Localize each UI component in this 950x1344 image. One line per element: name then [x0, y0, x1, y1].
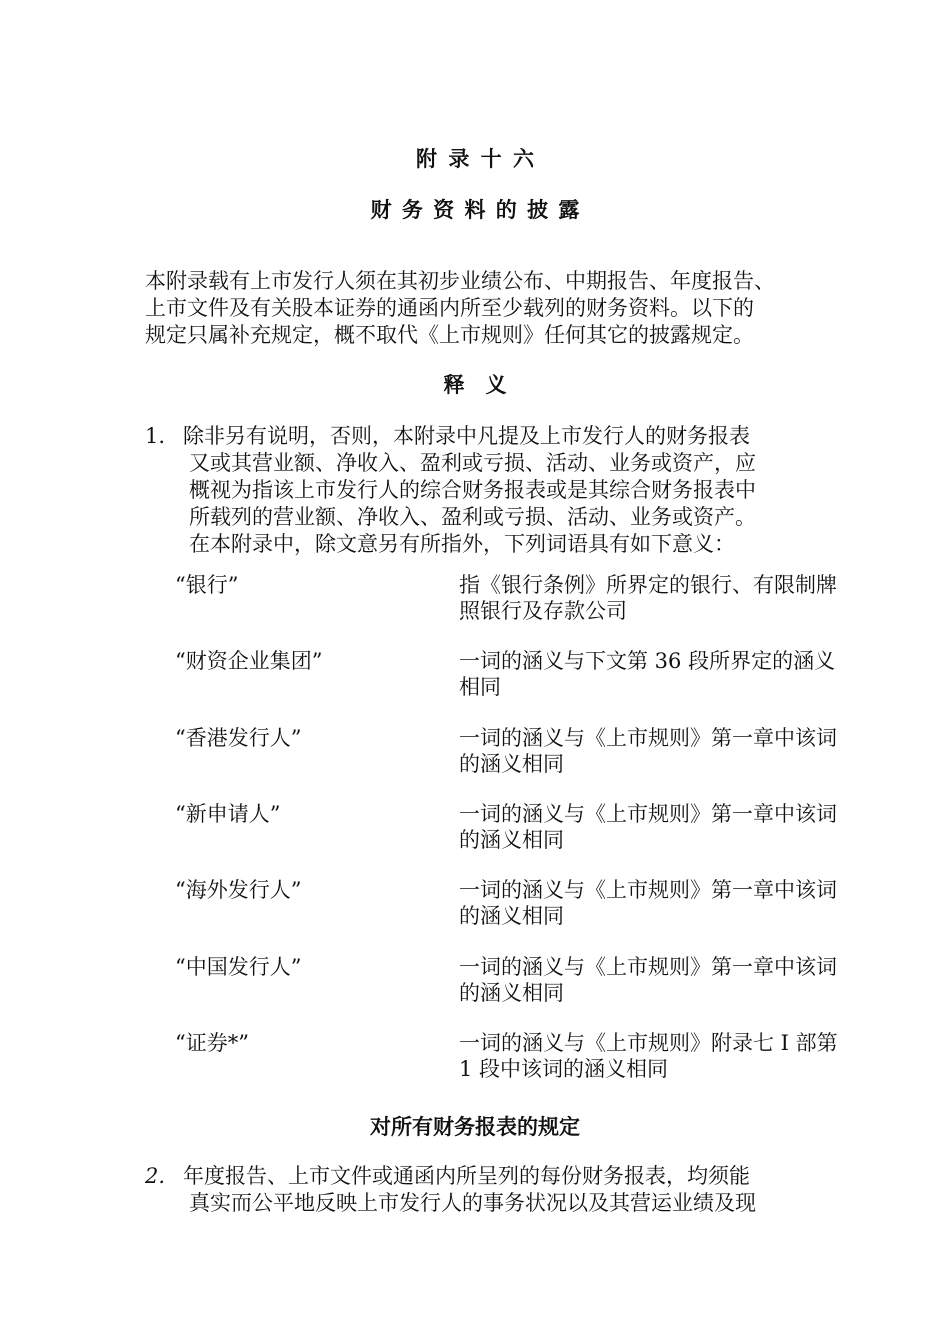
definition-text-hk-issuer — [459, 725, 879, 777]
paragraph-line: 年度报告、上市文件或通函内所呈列的每份财务报表，均须能 — [183, 1164, 750, 1188]
definition-term-overseas-issuer: “海外发行人” — [175, 878, 302, 902]
paragraph-number: 2. — [145, 1164, 166, 1188]
definition-line: 指《银行条例》所界定的银行、有限制牌 — [459, 573, 837, 597]
paragraph-number: 1. — [145, 424, 166, 448]
definitions-heading: 释 义 — [443, 372, 507, 397]
definition-line: 一词的涵义与《上市规则》第一章中该词 — [459, 878, 837, 902]
definition-line: 一词的涵义与《上市规则》附录七 I 部第 — [459, 1031, 838, 1055]
paragraph-line: 概视为指该上市发行人的综合财务报表或是其综合财务报表中 — [189, 478, 756, 502]
appendix-subtitle: 财 务 资 料 的 披 露 — [370, 197, 580, 222]
definition-line: 一词的涵义与下文第 36 段所界定的涵义 — [459, 649, 836, 673]
paragraph-line: 除非另有说明，否则，本附录中凡提及上市发行人的财务报表 — [183, 424, 750, 448]
definition-text-securities — [459, 1030, 879, 1082]
definition-line: 相同 — [459, 675, 501, 699]
paragraph-line: 在本附录中，除文意另有所指外，下列词语具有如下意义： — [189, 532, 735, 556]
definition-line: 照银行及存款公司 — [459, 599, 627, 623]
definition-line: 一词的涵义与《上市规则》第一章中该词 — [459, 802, 837, 826]
definition-term-securities: “证券*” — [175, 1031, 249, 1055]
definition-line: 一词的涵义与《上市规则》第一章中该词 — [459, 726, 837, 750]
paragraph-line: 真实而公平地反映上市发行人的事务状况以及其营运业绩及现 — [189, 1191, 756, 1215]
definition-term-new-applicant: “新申请人” — [175, 802, 281, 826]
definition-term-prc-issuer: “中国发行人” — [175, 955, 302, 979]
definition-term-hk-issuer: “香港发行人” — [175, 726, 302, 750]
definition-term-treasury-group: “财资企业集团” — [175, 649, 323, 673]
section-heading: 对所有财务报表的规定 — [370, 1114, 580, 1139]
definition-text-treasury-group — [459, 648, 879, 700]
definition-text-bank — [459, 572, 879, 624]
definition-line: 的涵义相同 — [459, 981, 564, 1005]
definition-term-bank: “银行” — [175, 573, 239, 597]
definition-line: 的涵义相同 — [459, 752, 564, 776]
definition-line: 的涵义相同 — [459, 904, 564, 928]
intro-line: 上市文件及有关股本证券的通函内所至少载列的财务资料。以下的 — [145, 296, 754, 320]
intro-line: 本附录载有上市发行人须在其初步业绩公布、中期报告、年度报告、 — [145, 269, 775, 293]
definition-text-prc-issuer — [459, 954, 879, 1006]
definition-line: 的涵义相同 — [459, 828, 564, 852]
definition-text-new-applicant — [459, 801, 879, 853]
definition-line: 1 段中该词的涵义相同 — [459, 1057, 669, 1081]
paragraph-line: 又或其营业额、净收入、盈利或亏损、活动、业务或资产，应 — [189, 451, 756, 475]
intro-line: 规定只属补充规定，概不取代《上市规则》任何其它的披露规定。 — [145, 323, 754, 347]
appendix-title: 附 录 十 六 — [416, 146, 534, 171]
paragraph-line: 所载列的营业额、净收入、盈利或亏损、活动、业务或资产。 — [189, 505, 756, 529]
definition-line: 一词的涵义与《上市规则》第一章中该词 — [459, 955, 837, 979]
definition-text-overseas-issuer — [459, 877, 879, 929]
